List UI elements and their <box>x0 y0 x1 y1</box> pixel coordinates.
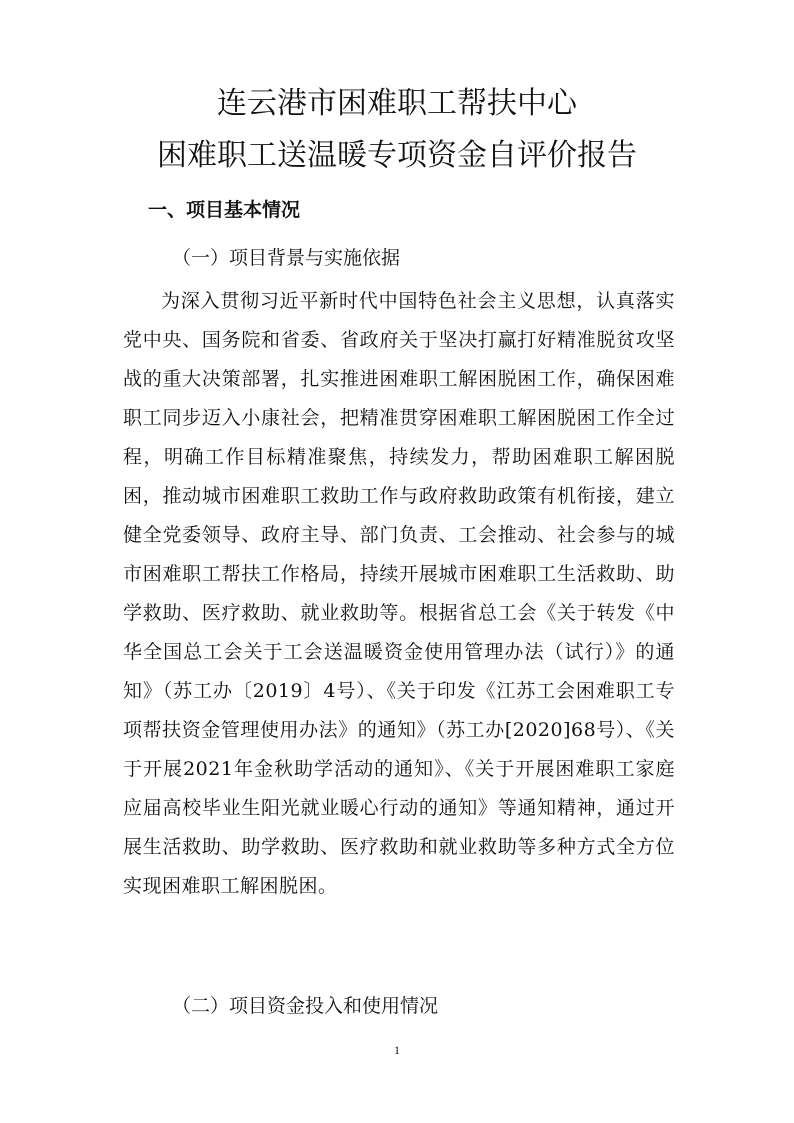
subsection-heading-funding: （二）项目资金投入和使用情况 <box>172 995 439 1017</box>
document-title-line-2: 困难职工送温暖专项资金自评价报告 <box>157 138 637 173</box>
body-paragraph: 为深入贯彻习近平新时代中国特色社会主义思想，认真落实党中央、国务院和省委、省政府关于坚决打赢打好精准脱贫攻坚战的重大决策部署，扎实推进困难职工解困脱困工作，确保困难职工同步迈入小康社会，把精准贯穿困难职工解困脱困工作全过程，明确工作目标精准聚焦，持续发力，帮助困难职工解困脱困，推动城市困难职工救助工作与政府救助政策有机衔接，建立健全党委领导、政府主导、部门负责、工会推动、社会参与的城市困难职工帮扶工作格局，持续开展城市困难职工生活救助、助学救助、医疗救助、就业救助等。根据省总工会《关于转发《中华全国总工会关于工会送温暖资金使用管理办法（试行）》的通知》（苏工办〔2019〕4号）、《关于印发《江苏工会困难职工专项帮扶资金管理使用办法》的通知》（苏工办[2020]68号）、《关于开展2021年金秋助学活动的通知》、《关于开展困难职工家庭应届高校毕业生阳光就业暖心行动的通知》等通知精神，通过开展生活救助、助学救助、医疗救助和就业救助等多种方式全方位实现困难职工解困脱困。 <box>123 290 675 897</box>
subsection-heading-background: （一）项目背景与实施依据 <box>172 247 401 269</box>
page-number: 1 <box>394 1043 400 1057</box>
document-title-line-1: 连云港市困难职工帮扶中心 <box>217 86 577 121</box>
section-heading-basic-info: 一、项目基本情况 <box>148 199 301 221</box>
